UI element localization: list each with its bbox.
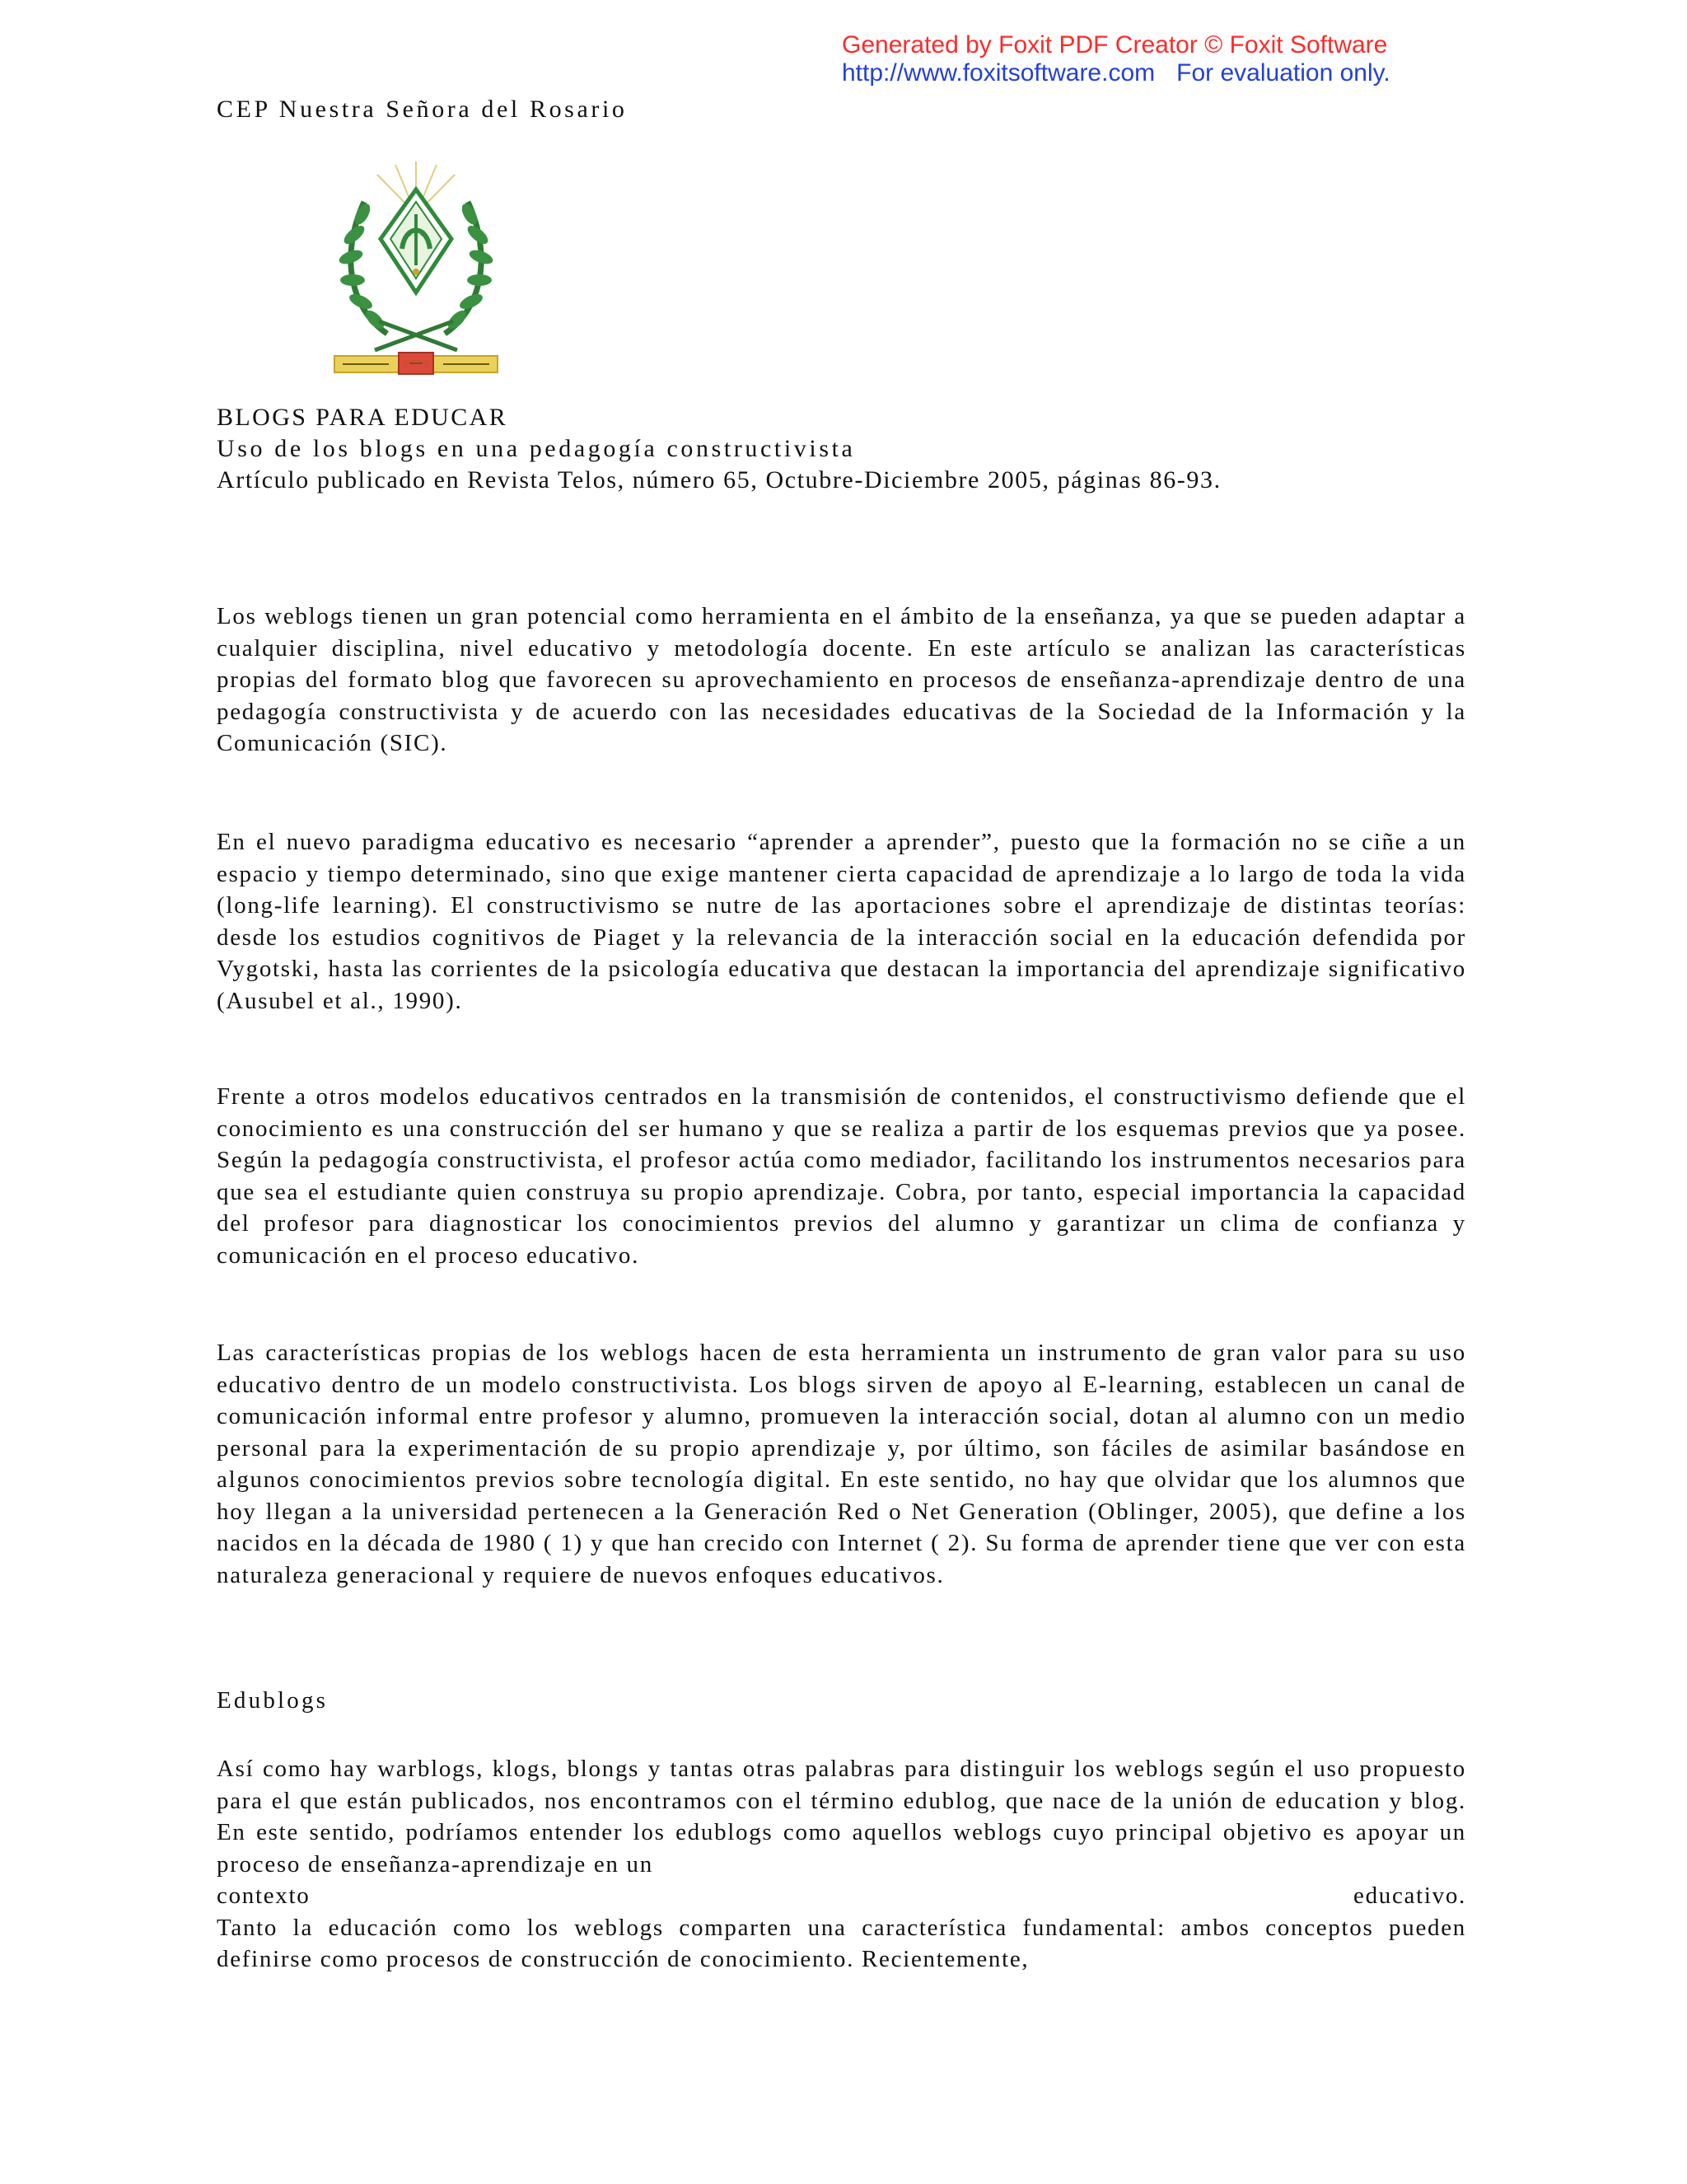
split-word-right: educativo.	[1353, 1882, 1466, 1909]
article-subtitle: Uso de los blogs en una pedagogía constructivista	[217, 435, 856, 462]
school-name: CEP Nuestra Señora del Rosario	[217, 96, 628, 123]
paragraph-text: Los weblogs tienen un gran potencial como herramienta en el ámbito de la enseñanza, ya que se pueden adaptar a cualquier disciplina, nivel educativo y metodología docente. En este artículo se analizan las características propias del formato blog que favorecen su aprovechamiento en procesos de enseñanza-aprendizaje dentro de una pedagogía constructivista y de acuerdo con las necesidades educativas de la Sociedad de la Información y la Comunicación (SIC).	[217, 603, 1466, 756]
paragraph-paradigm	[217, 826, 1466, 1017]
paragraph-text: Las características propias de los weblogs hacen de esta herramienta un instrumento de gran valor para su uso educativo dentro de un modelo constructivista. Los blogs sirven de apoyo al E-learning, establecen un canal de comunicación informal entre profesor y alumno, promueven la interacción social, dotan al alumno con un medio personal para la experimentación de su propio aprendizaje y, por último, son fáciles de asimilar basándose en algunos conocimientos previos sobre tecnología digital. En este sentido, no hay que olvidar que los alumnos que hoy llegan a la universidad pertenecen a la Generación Red o Net Generation (Oblinger, 2005), que define a los nacidos en la década de 1980 ( 1) y que han crecido con Internet ( 2). Su forma de aprender tiene que ver con esta naturaleza generacional y requiere de nuevos enfoques educativos.	[217, 1340, 1466, 1588]
paragraph-text: Tanto la educación como los weblogs comparten una característica fundamental: ambos conceptos pueden definirse como procesos de construcción de conocimiento. Recientemente,	[217, 1914, 1466, 1972]
watermark-line-2	[842, 59, 1390, 87]
article-title-block	[217, 402, 1469, 496]
justified-line	[217, 1880, 1466, 1912]
paragraph-text: Así como hay warblogs, klogs, blongs y tantas otras palabras para distinguir los weblogs según el uso propuesto para el que están publicados, nos encontramos con el término edublog, que nace de la unión de education y blog. En este sentido, podríamos entender los edublogs como aquellos weblogs cuyo principal objetivo es apoyar un proceso de enseñanza-aprendizaje en un	[217, 1756, 1466, 1878]
paragraph-edublogs	[217, 1753, 1466, 1976]
watermark-url-link[interactable]: http://www.foxitsoftware.com	[842, 59, 1156, 87]
section-heading-edublogs: Edublogs	[217, 1687, 329, 1714]
paragraph-weblogs	[217, 1337, 1466, 1591]
paragraph-text: En el nuevo paradigma educativo es necesario “aprender a aprender”, puesto que la formación no se ciñe a un espacio y tiempo determinado, sino que exige mantener cierta capacidad de aprendizaje a lo largo de toda la vida (long-life learning). El constructivismo se nutre de las aportaciones sobre el aprendizaje de distintas teorías: desde los estudios cognitivos de Piaget y la relevancia de la interacción social en la educación defendida por Vygotski, hasta las corrientes de la psicología educativa que destacan la importancia del aprendizaje significativo (Ausubel et al., 1990).	[217, 829, 1466, 1014]
article-title: BLOGS PARA EDUCAR	[217, 404, 508, 431]
foxit-watermark	[842, 31, 1390, 87]
watermark-line-1: Generated by Foxit PDF Creator © Foxit Software	[842, 31, 1388, 58]
paragraph-text: Frente a otros modelos educativos centrados en la transmisión de contenidos, el constructivismo defiende que el conocimiento es una construcción del ser humano y que se realiza a partir de los esquemas previos que ya posee. Según la pedagogía constructivista, el profesor actúa como mediador, facilitando los instrumentos necesarios para que sea el estudiante quien construya su propio aprendizaje. Cobra, por tanto, especial importancia la capacidad del profesor para diagnosticar los conocimientos previos del alumno y garantizar un clima de confianza y comunicación en el proceso educativo.	[217, 1083, 1466, 1269]
paragraph-constructivism	[217, 1081, 1466, 1271]
school-crest-logo	[329, 157, 502, 377]
article-citation: Artículo publicado en Revista Telos, número 65, Octubre-Diciembre 2005, páginas 86-93.	[217, 466, 1222, 493]
split-word-left: contexto	[217, 1882, 311, 1909]
paragraph-intro	[217, 601, 1466, 760]
watermark-note: For evaluation only.	[1176, 59, 1390, 87]
